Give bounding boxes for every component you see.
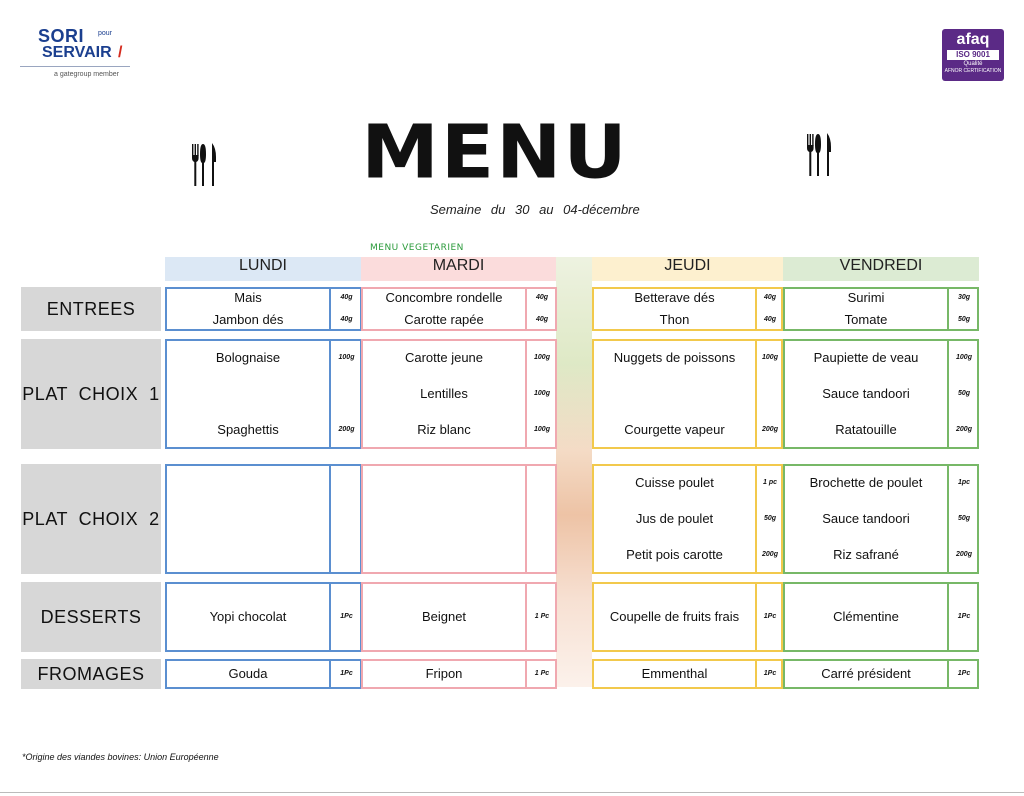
day-label: MARDI bbox=[432, 257, 485, 274]
menu-item: Thon bbox=[659, 312, 690, 327]
menu-item: Gouda bbox=[228, 666, 268, 681]
menu-item-quantity: 50g bbox=[957, 515, 971, 522]
menu-item: Surimi bbox=[847, 290, 885, 305]
cutlery-icon bbox=[805, 130, 833, 180]
iso-text: ISO 9001 bbox=[947, 50, 999, 60]
menu-item: Yopi chocolat bbox=[209, 609, 287, 624]
row-label-desserts bbox=[21, 582, 161, 652]
vegetables-background-image bbox=[556, 257, 592, 687]
menu-item: Beignet bbox=[421, 609, 467, 624]
menu-item: Carotte rapée bbox=[404, 312, 484, 327]
menu-item: Clémentine bbox=[833, 609, 899, 624]
menu-item-quantity: 100g bbox=[534, 390, 550, 397]
sori-logo-text: SORI bbox=[38, 26, 85, 46]
logo-divider bbox=[20, 66, 130, 67]
sori-logo-pour: pour bbox=[98, 30, 113, 37]
day-header-lundi bbox=[165, 257, 361, 281]
row-label-entrees bbox=[21, 287, 161, 331]
menu-item: Riz blanc bbox=[417, 422, 471, 437]
menu-item: Betterave dés bbox=[634, 290, 715, 305]
menu-item-quantity: 40g bbox=[763, 294, 777, 301]
menu-item: Nuggets de poissons bbox=[613, 350, 736, 365]
menu-item-quantity: 100g bbox=[762, 354, 778, 361]
afaq-iso-logo bbox=[942, 29, 1004, 81]
menu-item: Jus de poulet bbox=[635, 511, 714, 526]
menu-item: Sauce tandoori bbox=[822, 511, 910, 526]
menu-item-quantity: 40g bbox=[535, 316, 549, 323]
afnor-text: AFNOR CERTIFICATION bbox=[944, 68, 1002, 74]
row-label-fromages bbox=[21, 659, 161, 689]
row-label-text: PLAT CHOIX 2 bbox=[22, 508, 160, 529]
menu-item: Petit pois carotte bbox=[626, 547, 723, 562]
quantity-cell-plat2-mardi bbox=[527, 464, 557, 574]
page-bottom-rule bbox=[0, 792, 1024, 793]
week-subtitle: Semaine du 30 au 04-décembre bbox=[430, 202, 640, 217]
menu-item-quantity: 1Pc bbox=[340, 670, 353, 677]
menu-item-quantity: 40g bbox=[340, 316, 353, 323]
menu-item: Spaghettis bbox=[217, 422, 279, 437]
menu-cell-plat2-mardi bbox=[361, 464, 527, 574]
menu-item-quantity: 100g bbox=[338, 354, 355, 361]
menu-item: Coupelle de fruits frais bbox=[609, 609, 740, 624]
menu-item-quantity: 1 pc bbox=[762, 479, 777, 486]
row-label-plat-choix-2 bbox=[21, 464, 161, 574]
menu-item-quantity: 1Pc bbox=[957, 670, 971, 677]
menu-item: Jambon dés bbox=[212, 312, 284, 327]
menu-item-quantity: 30g bbox=[957, 294, 971, 301]
row-label-text: PLAT CHOIX 1 bbox=[22, 383, 160, 404]
menu-item-quantity: 100g bbox=[956, 354, 972, 361]
menu-item: Brochette de poulet bbox=[809, 475, 923, 490]
menu-item: Paupiette de veau bbox=[813, 350, 919, 365]
menu-item: Ratatouille bbox=[835, 422, 897, 437]
menu-item-quantity: 1Pc bbox=[763, 670, 777, 677]
gategroup-member-text: a gategroup member bbox=[54, 71, 119, 78]
afaq-text: afaq bbox=[956, 31, 990, 48]
menu-item-quantity: 1Pc bbox=[340, 613, 353, 620]
menu-item: Emmenthal bbox=[641, 666, 708, 681]
menu-cell-plat2-lundi bbox=[165, 464, 331, 574]
menu-item-quantity: 50g bbox=[763, 515, 777, 522]
day-label: LUNDI bbox=[238, 257, 287, 274]
menu-item-quantity: 40g bbox=[763, 316, 777, 323]
menu-item-quantity: 200g bbox=[762, 426, 778, 433]
menu-item: Cuisse poulet bbox=[635, 475, 714, 490]
menu-item-quantity: 40g bbox=[535, 294, 549, 301]
menu-item: Tomate bbox=[844, 312, 888, 327]
menu-item: Sauce tandoori bbox=[822, 386, 910, 401]
menu-item: Mais bbox=[234, 290, 262, 305]
menu-item: Carré président bbox=[821, 666, 911, 681]
menu-item-quantity: 100g bbox=[534, 354, 550, 361]
menu-item-quantity: 100g bbox=[534, 426, 550, 433]
footnote: *Origine des viandes bovines: Union Européenne bbox=[22, 752, 219, 762]
menu-item-quantity: 1Pc bbox=[957, 613, 971, 620]
row-label-text: DESSERTS bbox=[40, 606, 142, 627]
page-title: MENU bbox=[361, 110, 629, 196]
menu-item: Carotte jeune bbox=[404, 350, 484, 365]
menu-item-quantity: 50g bbox=[957, 390, 971, 397]
menu-item-quantity: 200g bbox=[338, 426, 355, 433]
afaq-quality-text: Qualité bbox=[963, 61, 983, 67]
menu-item: Lentilles bbox=[420, 386, 468, 401]
menu-item-quantity: 200g bbox=[956, 426, 972, 433]
menu-item-quantity: 200g bbox=[956, 551, 972, 558]
servair-mark-icon: / bbox=[118, 44, 123, 61]
menu-item-quantity: 200g bbox=[762, 551, 778, 558]
day-header-mardi bbox=[361, 257, 556, 281]
day-label: VENDREDI bbox=[839, 257, 923, 274]
menu-item: Courgette vapeur bbox=[624, 422, 725, 437]
menu-item-quantity: 50g bbox=[957, 316, 971, 323]
row-label-plat-choix-1 bbox=[21, 339, 161, 449]
day-header-vendredi bbox=[783, 257, 979, 281]
menu-item-quantity: 1 Pc bbox=[534, 613, 550, 620]
menu-item: Riz safrané bbox=[833, 547, 899, 562]
menu-item: Bolognaise bbox=[215, 350, 281, 365]
menu-item: Fripon bbox=[425, 666, 463, 681]
day-label: JEUDI bbox=[664, 257, 711, 274]
menu-item-quantity: 40g bbox=[340, 294, 353, 301]
row-label-text: FROMAGES bbox=[37, 663, 145, 684]
menu-item-quantity: 1Pc bbox=[763, 613, 777, 620]
menu-item-quantity: 1pc bbox=[957, 479, 971, 486]
menu-item: Concombre rondelle bbox=[385, 290, 503, 305]
quantity-cell-plat2-lundi bbox=[331, 464, 362, 574]
row-label-text: ENTREES bbox=[46, 298, 136, 319]
vegetarian-menu-label: MENU VEGETARIEN bbox=[370, 243, 464, 253]
menu-item-quantity: 1 Pc bbox=[534, 670, 550, 677]
cutlery-icon bbox=[190, 140, 218, 190]
sori-servair-logo bbox=[20, 24, 132, 84]
day-header-jeudi bbox=[592, 257, 783, 281]
servair-logo-text: SERVAIR bbox=[42, 44, 112, 61]
